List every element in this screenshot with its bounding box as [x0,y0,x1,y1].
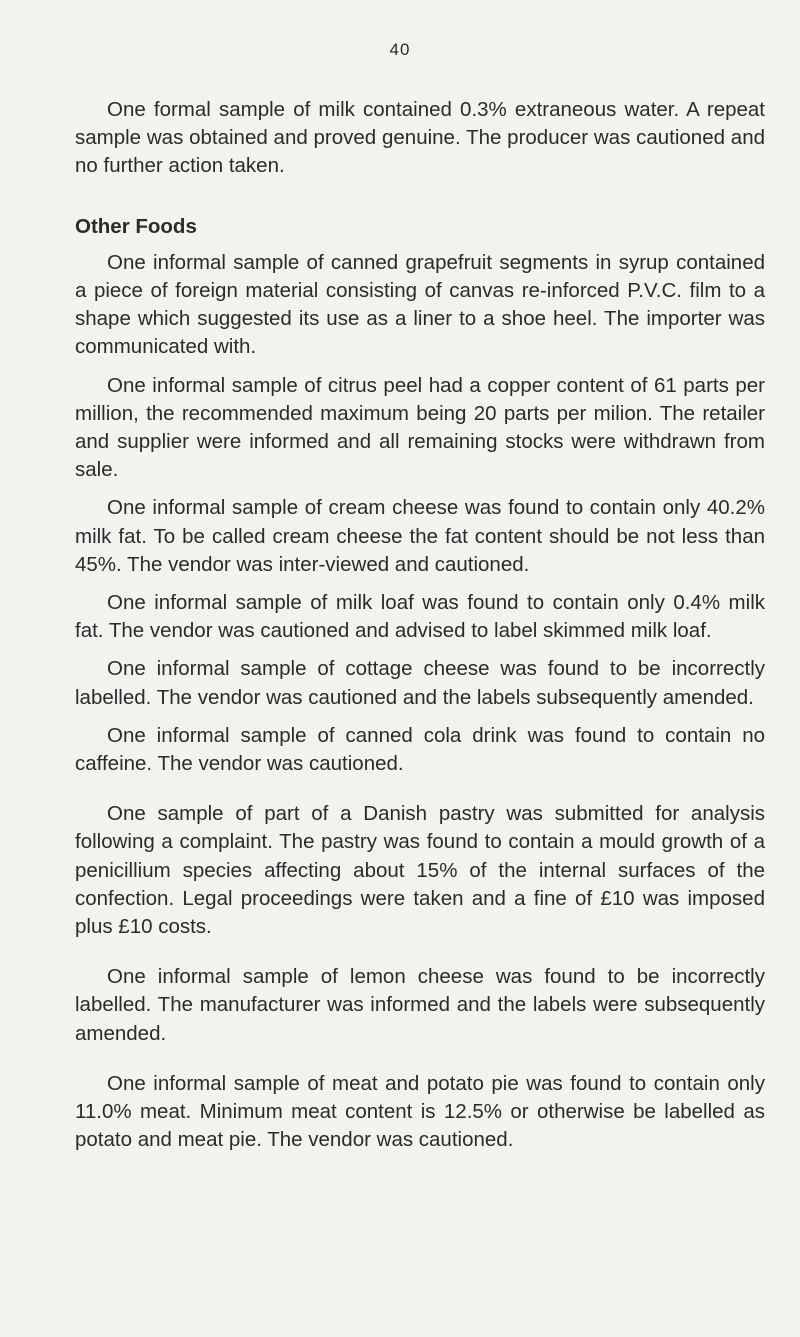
paragraph-cola-drink: One informal sample of canned cola drink was found to contain no caffeine. The vendor was cautioned. [75,723,765,776]
paragraph-cream-cheese: One informal sample of cream cheese was found to contain only 40.2% milk fat. To be called cream cheese the fat content should be not less than 45%. The vendor was inter-viewed and cautioned. [75,496,765,576]
paragraph-cottage-cheese: One informal sample of cottage cheese was found to be incorrectly labelled. The vendor was cautioned and the labels subsequently amended. [75,657,765,709]
page-content [75,96,765,1155]
page-number: 40 [389,40,411,59]
paragraph-grapefruit: One informal sample of canned grapefruit segments in syrup contained a piece of foreign material consisting of canvas re-inforced P.V.C. film to a shape which suggested its use as a liner to a shoe heel. The importer was communicated with. [75,250,765,359]
paragraph-lemon-cheese: One informal sample of lemon cheese was found to be incorrectly labelled. The manufacturer was informed and the labels were subsequently amended. [75,965,765,1045]
section-heading: Other Foods [75,214,197,238]
paragraph-danish-pastry: One sample of part of a Danish pastry was submitted for analysis following a complaint. The pastry was found to contain a mould growth of a penicillium species affecting about 15% of the internal surfaces of the confection. Legal proceedings were taken and a fine of £10 was imposed plus £10 costs. [75,802,765,939]
paragraph-meat-potato-pie: One informal sample of meat and potato pie was found to contain only 11.0% meat. Minimum meat content is 12.5% or otherwise be labelled as potato and meat pie. The vendor was cautioned. [75,1071,765,1152]
paragraph-citrus-peel: One informal sample of citrus peel had a copper content of 61 parts per million, the recommended maximum being 20 parts per milion. The retailer and supplier were informed and all remaining stocks were withdrawn from sale. [75,373,765,482]
paragraph-milk-loaf: One informal sample of milk loaf was found to contain only 0.4% milk fat. The vendor was cautioned and advised to label skimmed milk loaf. [75,591,765,643]
intro-paragraph: One formal sample of milk contained 0.3% extraneous water. A repeat sample was obtained and proved genuine. The producer was cautioned and no further action taken. [75,98,765,178]
